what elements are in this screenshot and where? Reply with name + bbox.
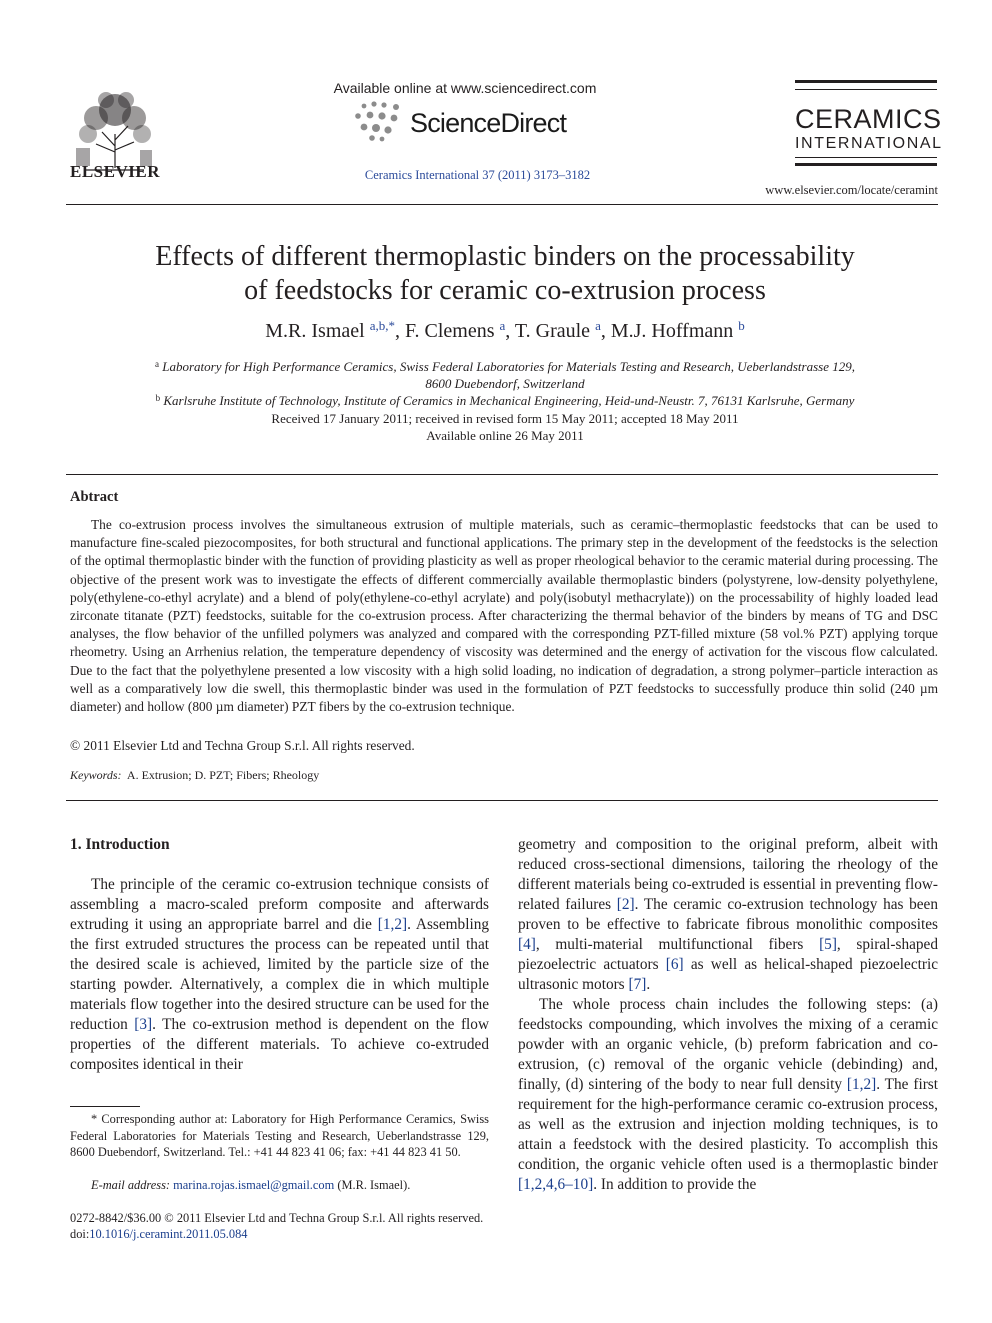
reference-link[interactable]: [1,2] bbox=[377, 916, 408, 933]
paragraph bbox=[518, 995, 938, 1195]
article-title-line2: of feedstocks for ceramic co-extrusion process bbox=[244, 275, 766, 306]
keywords bbox=[70, 768, 319, 783]
affiliation-text-cont: 8600 Duebendorf, Switzerland bbox=[425, 376, 585, 391]
intro-left-column bbox=[70, 875, 489, 1075]
journal-logo-rule bbox=[795, 89, 937, 90]
affiliation-text: Laboratory for High Performance Ceramics, Swiss Federal Laboratories for Materials Testing and Research, Ueberlandstrasse 129, bbox=[162, 359, 855, 374]
journal-logo-line2: INTERNATIONAL bbox=[795, 135, 943, 152]
paragraph-text: The principle of the ceramic co-extrusion technique consists of assembling a macro-scaled preform composite and afterwards extruding it using an appropriate barrel and die bbox=[70, 876, 489, 933]
email-suffix: (M.R. Ismael). bbox=[334, 1178, 411, 1192]
journal-citation-link[interactable]: Ceramics International 37 (2011) 3173–3182 bbox=[364, 168, 591, 182]
journal-logo-rule bbox=[795, 157, 937, 158]
paragraph-text: , spiral-shaped piezoelectric actuators bbox=[518, 936, 938, 973]
intro-right-column bbox=[518, 835, 938, 1195]
email-label: E-mail address: bbox=[91, 1178, 171, 1192]
author-affiliation-mark[interactable]: a bbox=[595, 318, 601, 333]
journal-logo-line1: CERAMICS bbox=[795, 104, 942, 134]
paragraph-text: . The co-extrusion method is dependent on the flow properties of the different materials. To achieve co-extruded composites identical in their bbox=[70, 1016, 489, 1073]
available-online-text: Available online at www.sciencedirect.com bbox=[333, 80, 597, 96]
author-name[interactable]: M.R. Ismael bbox=[265, 320, 365, 342]
paragraph-text: , multi-material multifunctional fibers bbox=[535, 936, 820, 953]
footnote-divider bbox=[70, 1106, 140, 1107]
reference-link[interactable]: [4] bbox=[518, 936, 536, 953]
publisher-wordmark: ELSEVIER bbox=[70, 162, 160, 181]
doi-line bbox=[70, 1227, 247, 1242]
abstract-body: The co-extrusion process involves the simultaneous extrusion of multiple materials, such as ceramic–thermoplastic feedstocks that can be used to manufacture fine-scaled piezocomposites, for both structural and functional applications. The primary step in the development of the feedstocks is the selection of the optimal thermoplastic binder with the function of providing plasticity as well as proper rheological behavior to the ceramic material during processing. The objective of the present work was to investigate the effects of different commercially available thermoplastic binders (polystyrene, low-density polyethylene, poly(ethylene-co-ethyl acrylate) and a blend of poly(ethylene-co-ethyl acrylate) and poly(isobutyl methacrylate)) on the processability of highly loaded lead zirconate titanate (PZT) feedstocks, suitable for the co-extrusion process. After characterizing the thermal behavior of the binders by means of TG and DSC analyses, the flow behavior of the unfilled polymers was analyzed and compared with the corresponding PZT-filled mixture (58 vol.% PZT) applying torque rheometry. Using an Arrhenius relation, the temperature dependency of viscosity was determined and the energy of activation for the viscous flow calculated. Due to the fact that the polyethylene presented a low viscosity with a high solid loading, no indication of degradation, a strong polymer–particle interaction as well as a comparatively low die swell, this thermoplastic binder was used in the formulation of PZT feedstocks to successfully produce thin solid (240 µm diameter) and hollow (800 µm diameter) PZT fibers by the co-extrusion technique. bbox=[70, 517, 938, 715]
paragraph-text: as well as helical-shaped piezoelectric ultrasonic motors bbox=[518, 956, 938, 993]
header-divider bbox=[66, 204, 938, 205]
sciencedirect-dots-icon bbox=[352, 100, 408, 142]
author-name[interactable]: T. Graule bbox=[514, 320, 591, 342]
reference-link[interactable]: [1,2,4,6–10] bbox=[518, 1176, 594, 1193]
paragraph-text: . The first requirement for the high-performance ceramic co-extrusion process, as well as the extrusion and injection molding techniques, is to attain a feedstock with the desired plasticity. To accomplish this condition, the organic vehicle often used is a thermoplastic binder bbox=[518, 1076, 939, 1173]
email-link[interactable]: marina.rojas.ismael@gmail.com bbox=[173, 1178, 335, 1192]
article-title bbox=[80, 240, 930, 308]
author-affiliation-mark[interactable]: b bbox=[738, 318, 745, 333]
paragraph bbox=[518, 835, 938, 995]
paragraph-text: geometry and composition to the original preform, albeit with reduced cross-sectional dimensions, tailoring the rheology of the different materials being co-extruded is essential in preventing flow-related failures bbox=[518, 836, 938, 913]
keywords-list: A. Extrusion; D. PZT; Fibers; Rheology bbox=[126, 768, 320, 782]
author-name[interactable]: M.J. Hoffmann bbox=[610, 320, 734, 342]
reference-link[interactable]: [5] bbox=[819, 936, 837, 953]
reference-link[interactable]: [6] bbox=[665, 956, 684, 973]
paragraph-text: . In addition to provide the bbox=[593, 1176, 757, 1193]
reference-link[interactable]: [1,2] bbox=[846, 1076, 877, 1093]
article-title-line1: Effects of different thermoplastic binders on the processability bbox=[155, 241, 855, 272]
abstract-bottom-divider bbox=[66, 800, 938, 801]
journal-logo-rule bbox=[795, 80, 937, 83]
reference-link[interactable]: [7] bbox=[628, 976, 647, 993]
paragraph-text: . Assembling the first extruded structures the process can be repeated until that the desired scale is achieved, limited by the particle size of the starting powder. Alternatively, a complex die in which multiple materials flow together into the desired structure can be used for the reduction bbox=[70, 916, 489, 1033]
section-heading-introduction: 1. Introduction bbox=[70, 836, 170, 853]
received-dates: Received 17 January 2011; received in revised form 15 May 2011; accepted 18 May 2011 bbox=[271, 411, 739, 426]
author-affiliation-mark[interactable]: a,b,* bbox=[369, 318, 395, 333]
email-footnote bbox=[70, 1178, 489, 1193]
author-affiliation-mark[interactable]: a bbox=[499, 318, 506, 333]
affiliation-mark: a bbox=[155, 359, 159, 369]
reference-link[interactable]: [2] bbox=[616, 896, 635, 913]
reference-link[interactable]: [3] bbox=[134, 1016, 153, 1033]
paragraph-text: . bbox=[646, 976, 651, 993]
keywords-label: Keywords: bbox=[70, 768, 122, 782]
author-list: M.R. Ismael $^{a,b,*}$, F. Clemens $^a$, T. Graule $^a$, M.J. Hoffmann $^b$ bbox=[265, 318, 745, 342]
journal-homepage-link[interactable]: www.elsevier.com/locate/ceramint bbox=[765, 183, 938, 197]
affiliation-text: Karlsruhe Institute of Technology, Institute of Ceramics in Mechanical Engineering, Heid-und-Neustr. 7, 76131 Karlsruhe, Germany bbox=[163, 393, 855, 408]
doi-link[interactable]: 10.1016/j.ceramint.2011.05.084 bbox=[89, 1227, 248, 1241]
abstract-top-divider bbox=[66, 474, 938, 475]
affiliation-a bbox=[120, 356, 890, 392]
issn-copyright-line: 0272-8842/$36.00 © 2011 Elsevier Ltd and Techna Group S.r.l. All rights reserved. bbox=[70, 1211, 484, 1225]
abstract-heading: Abtract bbox=[70, 489, 119, 505]
author-name[interactable]: F. Clemens bbox=[404, 320, 495, 342]
affiliation-b bbox=[120, 390, 890, 409]
available-online-date: Available online 26 May 2011 bbox=[426, 428, 584, 443]
journal-logo-rule bbox=[795, 163, 937, 166]
sciencedirect-logo[interactable]: ScienceDirect bbox=[410, 108, 567, 138]
corresponding-author-footnote: * Corresponding author at: Laboratory for High Performance Ceramics, Swiss Federal Laboratories for Materials Testing and Research, Ueberlandstrasse 129, 8600 Duebendorf, Switzerland. Tel.: +41 44 823 41 06; fax: +41 44 823 41 50. bbox=[70, 1112, 489, 1160]
paragraph-text: . The ceramic co-extrusion technology has been proven to be effective to fabricate fibrous monolithic composites bbox=[518, 896, 938, 933]
paragraph-text: The whole process chain includes the following steps: (a) feedstocks compounding, which involves the mixing of a ceramic powder with an organic vehicle, (b) preform fabrication and co-extrusion, (c) removal of the organic vehicle (debinding) and, finally, (d) sintering of the body to near full density bbox=[518, 996, 938, 1093]
affiliation-mark: b bbox=[155, 393, 161, 403]
doi-label: doi: bbox=[70, 1227, 90, 1241]
abstract-copyright: © 2011 Elsevier Ltd and Techna Group S.r.l. All rights reserved. bbox=[70, 738, 415, 753]
